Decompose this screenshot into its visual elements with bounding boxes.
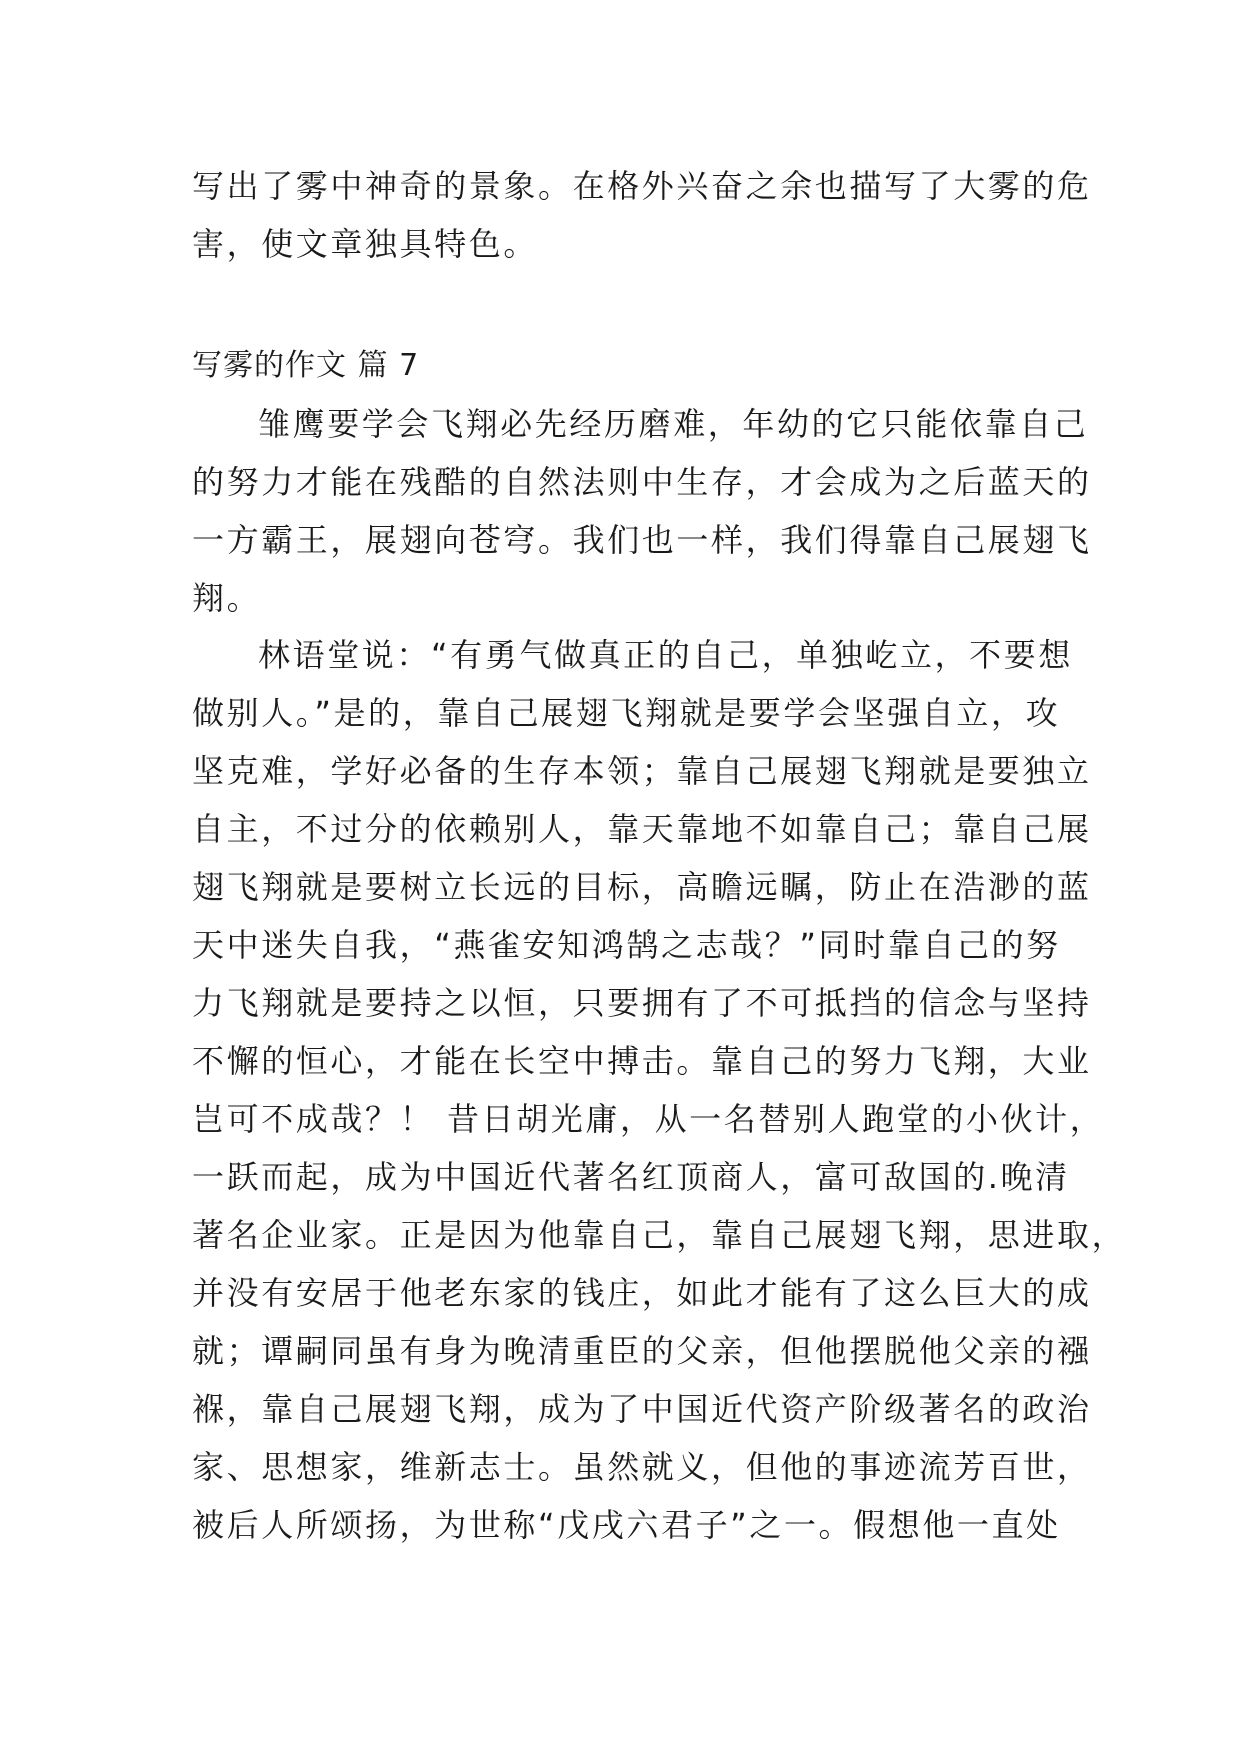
text-line: 做别人。”是的，靠自己展翅飞翔就是要学会坚强自立，攻 [192, 694, 1061, 732]
text-line: 害，使文章独具特色。 [192, 225, 539, 263]
section-heading-block [192, 337, 1052, 395]
text-line: 自主，不过分的依赖别人，靠天靠地不如靠自己；靠自己展 [192, 810, 1092, 848]
text-line: 一跃而起，成为中国近代著名红顶商人，富可敌国的.晚清 [192, 1158, 1070, 1196]
text-line: 林语堂说：“有勇气做真正的自己，单独屹立，不要想 [258, 636, 1073, 674]
text-line: 并没有安居于他老东家的钱庄，如此才能有了这么巨大的成 [192, 1274, 1092, 1312]
paragraph-1 [192, 395, 1092, 627]
text-line: 褓，靠自己展翅飞翔，成为了中国近代资产阶级著名的政治 [192, 1390, 1092, 1428]
text-line: 岂可不成哉？！ 昔日胡光庸，从一名替别人跑堂的小伙计， [192, 1100, 1105, 1138]
intro-paragraph [192, 157, 1092, 273]
text-line: 一方霸王，展翅向苍穹。我们也一样，我们得靠自己展翅飞 [192, 521, 1092, 559]
section-heading: 写雾的作文 篇 7 [192, 348, 420, 383]
text-line: 家、思想家，维新志士。虽然就义，但他的事迹流芳百世， [192, 1448, 1092, 1486]
paragraph-2 [192, 626, 1127, 1554]
text-line: 力飞翔就是要持之以恒，只要拥有了不可抵挡的信念与坚持 [192, 984, 1092, 1022]
text-line: 翔。 [192, 579, 262, 617]
text-line: 天中迷失自我，“燕雀安知鸿鹄之志哉？”同时靠自己的努 [192, 926, 1061, 964]
text-line: 雏鹰要学会飞翔必先经历磨难，年幼的它只能依靠自己 [258, 405, 1089, 443]
text-line: 写出了雾中神奇的景象。在格外兴奋之余也描写了大雾的危 [192, 167, 1092, 205]
text-line: 的努力才能在残酷的自然法则中生存，才会成为之后蓝天的 [192, 463, 1092, 501]
text-line: 著名企业家。正是因为他靠自己，靠自己展翅飞翔，思进取， [192, 1216, 1127, 1254]
text-line: 坚克难，学好必备的生存本领；靠自己展翅飞翔就是要独立 [192, 752, 1092, 790]
text-line: 被后人所颂扬，为世称“戊戌六君子”之一。假想他一直处 [192, 1506, 1061, 1544]
text-line: 不懈的恒心，才能在长空中搏击。靠自己的努力飞翔，大业 [192, 1042, 1092, 1080]
text-line: 就；谭嗣同虽有身为晚清重臣的父亲，但他摆脱他父亲的襁 [192, 1332, 1092, 1370]
text-line: 翅飞翔就是要树立长远的目标，高瞻远瞩，防止在浩渺的蓝 [192, 868, 1092, 906]
